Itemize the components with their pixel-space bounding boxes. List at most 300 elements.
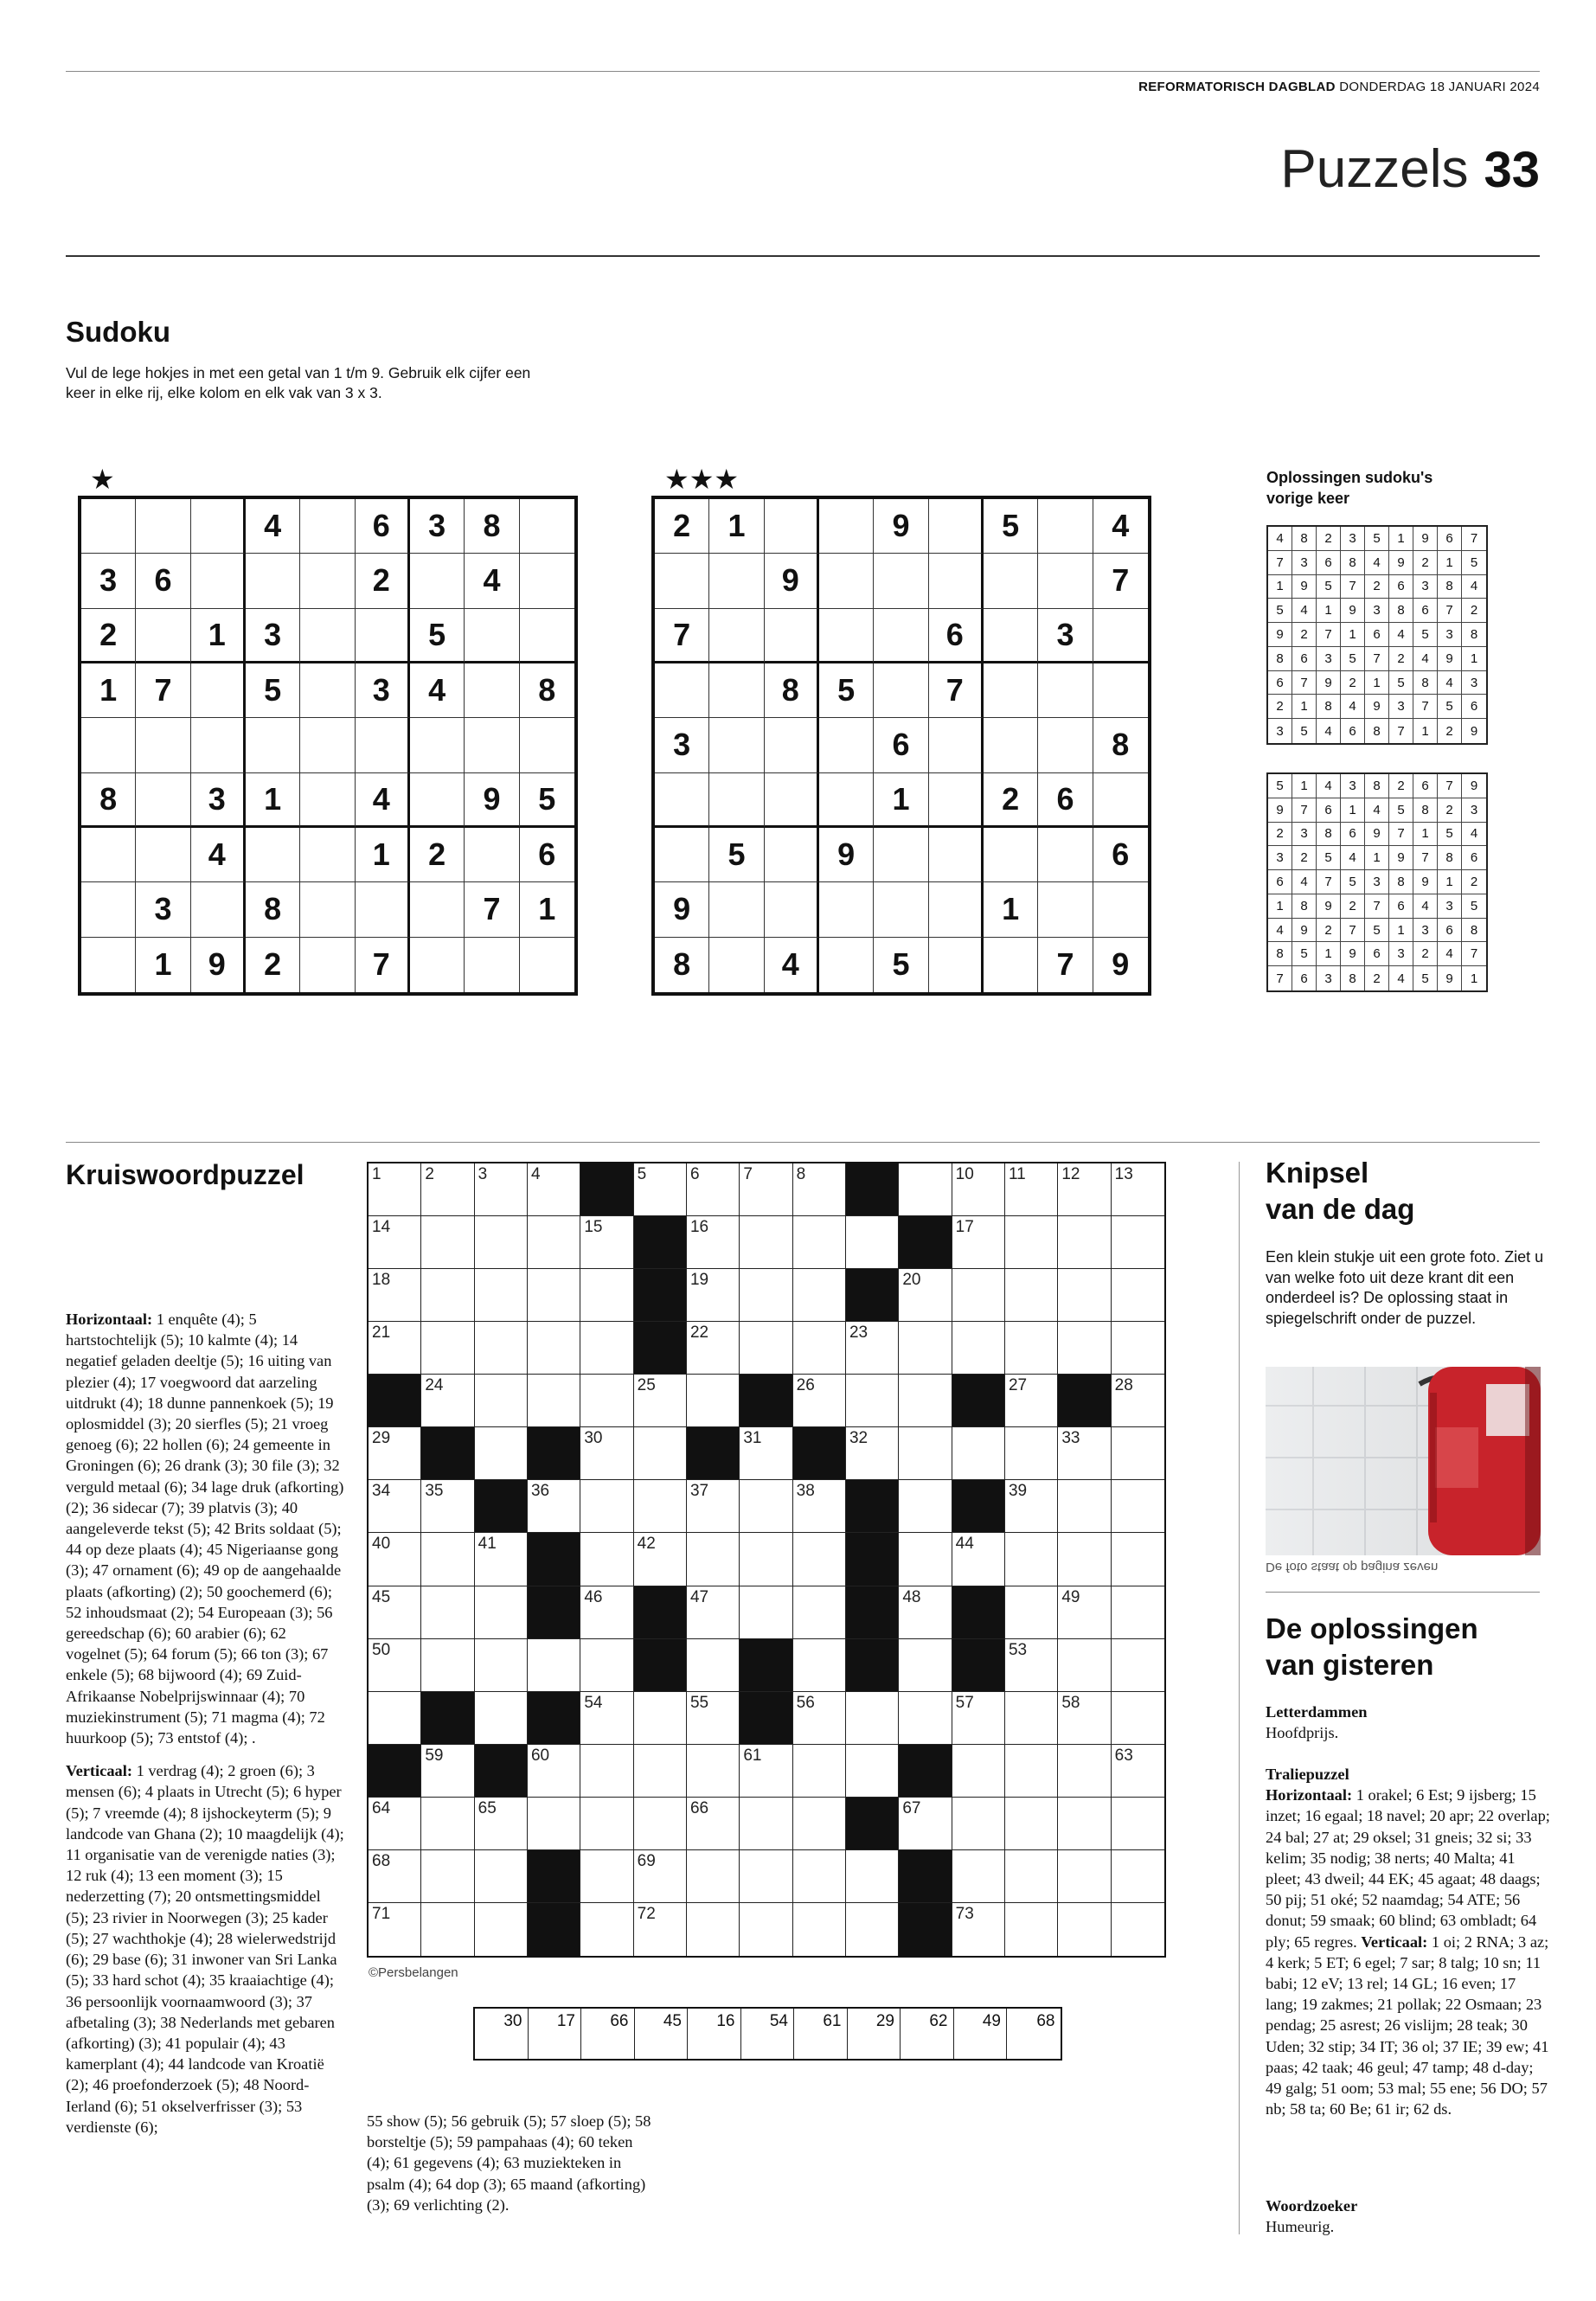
crossword-cell[interactable]	[634, 1375, 687, 1427]
sudoku-easy-cell[interactable]	[465, 938, 519, 992]
crossword-cell[interactable]	[475, 1216, 528, 1269]
crossword-cell[interactable]	[421, 1375, 474, 1427]
sudoku-hard-cell[interactable]	[984, 718, 1038, 772]
code-cell[interactable]	[901, 2009, 954, 2059]
crossword-cell[interactable]	[580, 1216, 633, 1269]
crossword-cell[interactable]	[1112, 1216, 1164, 1269]
crossword-cell[interactable]	[740, 1533, 792, 1586]
crossword-cell[interactable]	[1005, 1692, 1058, 1745]
crossword-cell[interactable]	[475, 1586, 528, 1639]
crossword-cell[interactable]	[899, 1533, 952, 1586]
crossword-cell[interactable]	[846, 1375, 899, 1427]
code-cell[interactable]	[581, 2009, 635, 2059]
crossword-cell[interactable]	[687, 1375, 740, 1427]
crossword-cell[interactable]	[634, 1745, 687, 1798]
crossword-cell[interactable]	[421, 1586, 474, 1639]
sudoku-hard-cell[interactable]	[819, 773, 874, 828]
crossword-cell[interactable]	[1058, 1480, 1111, 1533]
sudoku-easy-cell[interactable]	[465, 609, 519, 663]
sudoku-hard-cell[interactable]	[1038, 499, 1093, 554]
crossword-cell[interactable]	[580, 1269, 633, 1322]
sudoku-hard-cell[interactable]	[709, 609, 764, 663]
crossword-cell[interactable]	[846, 1903, 899, 1956]
crossword-cell[interactable]	[899, 1798, 952, 1850]
clue-number: 31	[743, 1429, 762, 1448]
sudoku-easy-cell[interactable]	[81, 718, 136, 772]
crossword-cell[interactable]	[952, 1850, 1005, 1903]
sudoku-easy-cell[interactable]	[410, 773, 465, 828]
crossword-cell[interactable]	[421, 1533, 474, 1586]
crossword-cell[interactable]	[1058, 1745, 1111, 1798]
crossword-cell[interactable]	[952, 1692, 1005, 1745]
crossword-cell[interactable]	[952, 1798, 1005, 1850]
sudoku-hard-cell[interactable]	[929, 554, 984, 608]
sudoku-easy-cell[interactable]	[191, 718, 246, 772]
crossword-cell[interactable]	[1005, 1745, 1058, 1798]
sudoku-easy-cell[interactable]	[520, 609, 574, 663]
sudoku-easy-cell[interactable]	[300, 773, 355, 828]
crossword-cell[interactable]	[369, 1586, 421, 1639]
crossword-grid[interactable]	[367, 1162, 1166, 1958]
crossword-cell[interactable]	[421, 1745, 474, 1798]
sudoku-easy-cell[interactable]	[246, 718, 300, 772]
crossword-cell[interactable]	[1112, 1480, 1164, 1533]
crossword-cell[interactable]	[580, 1692, 633, 1745]
sudoku-easy-cell[interactable]	[81, 499, 136, 554]
crossword-cell[interactable]	[421, 1639, 474, 1692]
sudoku-hard-cell[interactable]	[819, 938, 874, 992]
crossword-cell[interactable]	[740, 1427, 792, 1480]
sudoku-hard-cell[interactable]	[984, 609, 1038, 663]
sudoku-hard-cell[interactable]	[819, 718, 874, 772]
crossword-cell[interactable]	[1005, 1533, 1058, 1586]
sudoku-hard-cell[interactable]	[929, 938, 984, 992]
crossword-cell[interactable]	[528, 1269, 580, 1322]
sudoku-easy-cell[interactable]	[300, 554, 355, 608]
sudoku-easy-cell[interactable]	[136, 828, 190, 882]
sudoku-easy-cell[interactable]	[191, 663, 246, 718]
crossword-cell[interactable]	[899, 1427, 952, 1480]
sudoku-hard-cell[interactable]	[874, 554, 928, 608]
sudoku-hard-cell[interactable]	[929, 882, 984, 937]
crossword-cell[interactable]	[687, 1903, 740, 1956]
crossword-cell[interactable]	[846, 1850, 899, 1903]
crossword-cell[interactable]	[1005, 1798, 1058, 1850]
sudoku-hard-cell[interactable]	[765, 499, 819, 554]
crossword-cell[interactable]	[899, 1692, 952, 1745]
crossword-cell[interactable]	[1058, 1850, 1111, 1903]
sudoku-hard-cell[interactable]	[929, 773, 984, 828]
crossword-cell[interactable]	[475, 1269, 528, 1322]
crossword-cell[interactable]	[793, 1322, 846, 1375]
crossword-cell[interactable]	[793, 1163, 846, 1216]
sudoku-hard-cell[interactable]	[655, 554, 709, 608]
crossword-cell[interactable]	[846, 1427, 899, 1480]
sudoku-hard-cell[interactable]	[929, 499, 984, 554]
sudoku-easy-cell[interactable]	[246, 554, 300, 608]
sudoku-easy-cell[interactable]	[300, 499, 355, 554]
crossword-cell[interactable]	[580, 1586, 633, 1639]
sudoku-easy-cell[interactable]	[410, 718, 465, 772]
crossword-cell[interactable]	[475, 1163, 528, 1216]
crossword-cell[interactable]	[687, 1163, 740, 1216]
crossword-cell[interactable]	[952, 1163, 1005, 1216]
sudoku-hard-cell[interactable]	[874, 609, 928, 663]
crossword-cell[interactable]	[1112, 1427, 1164, 1480]
sudoku-hard-cell[interactable]	[709, 773, 764, 828]
crossword-cell[interactable]	[1005, 1639, 1058, 1692]
sudoku-easy-cell[interactable]	[136, 609, 190, 663]
crossword-cell[interactable]	[740, 1903, 792, 1956]
crossword-cell[interactable]	[740, 1798, 792, 1850]
crossword-cell[interactable]	[1058, 1163, 1111, 1216]
sudoku-hard-cell[interactable]	[984, 938, 1038, 992]
sudoku-hard-cell[interactable]	[1093, 609, 1148, 663]
crossword-cell[interactable]	[740, 1480, 792, 1533]
crossword-cell[interactable]	[421, 1216, 474, 1269]
crossword-cell[interactable]	[1005, 1903, 1058, 1956]
code-cell[interactable]	[1007, 2009, 1061, 2059]
code-cell[interactable]	[954, 2009, 1008, 2059]
sudoku-hard-cell[interactable]	[819, 882, 874, 937]
crossword-cell[interactable]	[421, 1903, 474, 1956]
crossword-cell[interactable]	[580, 1850, 633, 1903]
crossword-cell[interactable]	[369, 1269, 421, 1322]
sudoku-hard-cell[interactable]	[765, 773, 819, 828]
crossword-cell[interactable]	[580, 1903, 633, 1956]
crossword-cell[interactable]	[1112, 1375, 1164, 1427]
crossword-cell[interactable]	[580, 1798, 633, 1850]
crossword-cell[interactable]	[793, 1480, 846, 1533]
crossword-cell[interactable]	[1112, 1322, 1164, 1375]
crossword-cell[interactable]	[421, 1163, 474, 1216]
crossword-cell[interactable]	[846, 1745, 899, 1798]
crossword-cell[interactable]	[1005, 1480, 1058, 1533]
crossword-cell[interactable]	[952, 1903, 1005, 1956]
crossword-cell[interactable]	[634, 1798, 687, 1850]
sudoku-easy-cell[interactable]	[410, 554, 465, 608]
crossword-cell[interactable]	[793, 1692, 846, 1745]
sudoku-easy-cell[interactable]	[520, 499, 574, 554]
sudoku-easy-cell[interactable]	[300, 882, 355, 937]
crossword-cell[interactable]	[580, 1480, 633, 1533]
crossword-cell[interactable]	[580, 1427, 633, 1480]
sudoku-easy-cell[interactable]	[136, 773, 190, 828]
crossword-cell[interactable]	[793, 1216, 846, 1269]
sudoku-easy-cell[interactable]	[81, 828, 136, 882]
crossword-cell[interactable]	[528, 1322, 580, 1375]
crossword-cell[interactable]	[1112, 1850, 1164, 1903]
crossword-cell[interactable]	[899, 1269, 952, 1322]
sudoku-hard-cell[interactable]	[1038, 828, 1093, 882]
crossword-cell[interactable]	[740, 1322, 792, 1375]
crossword-cell[interactable]	[687, 1480, 740, 1533]
crossword-cell[interactable]	[899, 1163, 952, 1216]
sudoku-easy-cell[interactable]	[246, 828, 300, 882]
crossword-cell[interactable]	[421, 1480, 474, 1533]
sudoku-easy-cell[interactable]	[356, 609, 410, 663]
crossword-cell[interactable]	[1112, 1163, 1164, 1216]
crossword-cell[interactable]	[369, 1798, 421, 1850]
crossword-cell[interactable]	[687, 1745, 740, 1798]
sudoku-easy-cell[interactable]	[465, 663, 519, 718]
crossword-cell[interactable]	[687, 1639, 740, 1692]
crossword-cell[interactable]	[1112, 1533, 1164, 1586]
sudoku-hard-cell[interactable]	[1093, 773, 1148, 828]
crossword-cell[interactable]	[740, 1269, 792, 1322]
crossword-cell[interactable]	[1005, 1163, 1058, 1216]
crossword-cell[interactable]	[634, 1692, 687, 1745]
crossword-cell[interactable]	[1005, 1375, 1058, 1427]
sudoku-easy-cell[interactable]	[191, 554, 246, 608]
crossword-cell[interactable]	[475, 1427, 528, 1480]
sudoku-hard-cell[interactable]	[984, 828, 1038, 882]
crossword-cell[interactable]	[634, 1533, 687, 1586]
sudoku-easy-cell[interactable]	[300, 828, 355, 882]
sudoku-easy-cell[interactable]	[410, 882, 465, 937]
crossword-cell[interactable]	[899, 1375, 952, 1427]
crossword-cell[interactable]	[1005, 1216, 1058, 1269]
crossword-cell[interactable]	[528, 1216, 580, 1269]
sudoku-easy-cell: 6	[520, 828, 574, 882]
crossword-cell[interactable]	[1112, 1903, 1164, 1956]
sudoku-easy-cell[interactable]	[520, 554, 574, 608]
crossword-cell[interactable]	[634, 1427, 687, 1480]
crossword-cell[interactable]	[1005, 1269, 1058, 1322]
crossword-cell[interactable]	[369, 1163, 421, 1216]
code-cell[interactable]	[741, 2009, 795, 2059]
code-cell[interactable]	[635, 2009, 689, 2059]
crossword-cell[interactable]	[687, 1269, 740, 1322]
sudoku-hard-cell[interactable]	[655, 828, 709, 882]
crossword-cell[interactable]	[740, 1850, 792, 1903]
crossword-cell[interactable]	[475, 1322, 528, 1375]
crossword-cell[interactable]	[1058, 1269, 1111, 1322]
crossword-cell[interactable]	[528, 1798, 580, 1850]
sudoku-hard-cell[interactable]	[709, 663, 764, 718]
sudoku-easy-cell[interactable]	[356, 718, 410, 772]
sudoku-easy-cell[interactable]	[300, 938, 355, 992]
sudoku-hard-cell[interactable]	[984, 554, 1038, 608]
code-cell[interactable]	[794, 2009, 848, 2059]
crossword-cell[interactable]	[952, 1269, 1005, 1322]
crossword-cell[interactable]	[899, 1639, 952, 1692]
crossword-cell[interactable]	[421, 1322, 474, 1375]
crossword-cell[interactable]	[1005, 1850, 1058, 1903]
crossword-cell[interactable]	[634, 1850, 687, 1903]
crossword-cell[interactable]	[634, 1903, 687, 1956]
sudoku-hard-cell[interactable]	[1038, 882, 1093, 937]
crossword-cell[interactable]	[528, 1480, 580, 1533]
sudoku-hard-cell[interactable]	[765, 609, 819, 663]
crossword-cell[interactable]	[475, 1692, 528, 1745]
crossword-cell[interactable]	[528, 1745, 580, 1798]
crossword-cell[interactable]	[634, 1480, 687, 1533]
crossword-cell[interactable]	[421, 1798, 474, 1850]
crossword-cell[interactable]	[899, 1322, 952, 1375]
crossword-cell[interactable]	[1112, 1586, 1164, 1639]
crossword-cell[interactable]	[952, 1745, 1005, 1798]
crossword-cell[interactable]	[1058, 1322, 1111, 1375]
clue-number: 33	[1061, 1429, 1080, 1448]
sudoku-hard-cell[interactable]	[1093, 882, 1148, 937]
crossword-cell[interactable]	[740, 1586, 792, 1639]
crossword-cell[interactable]	[952, 1533, 1005, 1586]
crossword-cell[interactable]	[793, 1745, 846, 1798]
sudoku-hard-cell[interactable]	[1038, 663, 1093, 718]
sudoku-hard-cell[interactable]	[984, 663, 1038, 718]
sudoku-easy-cell[interactable]	[520, 938, 574, 992]
crossword-cell[interactable]	[369, 1692, 421, 1745]
sudoku-hard-cell[interactable]	[765, 718, 819, 772]
crossword-cell[interactable]	[421, 1850, 474, 1903]
crossword-cell[interactable]	[634, 1163, 687, 1216]
crossword-cell[interactable]	[580, 1375, 633, 1427]
crossword-cell[interactable]	[740, 1745, 792, 1798]
crossword-cell[interactable]	[475, 1375, 528, 1427]
sudoku-hard-cell[interactable]	[874, 663, 928, 718]
crossword-cell[interactable]	[369, 1427, 421, 1480]
crossword-cell[interactable]	[846, 1216, 899, 1269]
sudoku-easy-cell[interactable]	[300, 718, 355, 772]
crossword-cell[interactable]	[952, 1427, 1005, 1480]
sudoku-hard-cell[interactable]	[874, 882, 928, 937]
crossword-cell[interactable]	[1112, 1269, 1164, 1322]
crossword-cell[interactable]	[1112, 1692, 1164, 1745]
crossword-cell[interactable]	[528, 1639, 580, 1692]
solution-code-row[interactable]	[473, 2007, 1062, 2061]
crossword-cell[interactable]	[369, 1850, 421, 1903]
crossword-cell[interactable]	[793, 1269, 846, 1322]
code-cell[interactable]	[688, 2009, 741, 2059]
crossword-cell[interactable]	[687, 1850, 740, 1903]
crossword-cell[interactable]	[846, 1322, 899, 1375]
crossword-cell[interactable]	[899, 1480, 952, 1533]
crossword-cell[interactable]	[369, 1480, 421, 1533]
crossword-cell[interactable]	[899, 1586, 952, 1639]
sudoku-hard-cell[interactable]	[709, 882, 764, 937]
crossword-cell[interactable]	[1058, 1533, 1111, 1586]
crossword-cell[interactable]	[580, 1533, 633, 1586]
sudoku-easy-cell[interactable]	[465, 718, 519, 772]
crossword-cell[interactable]	[846, 1692, 899, 1745]
sudoku-hard-cell[interactable]	[819, 499, 874, 554]
code-cell[interactable]	[475, 2009, 529, 2059]
crossword-cell[interactable]	[1058, 1639, 1111, 1692]
sudoku-easy-cell[interactable]	[300, 663, 355, 718]
crossword-cell[interactable]	[475, 1903, 528, 1956]
crossword-cell[interactable]	[1112, 1745, 1164, 1798]
sudoku-hard-cell[interactable]	[709, 554, 764, 608]
sudoku-hard-cell[interactable]	[929, 828, 984, 882]
sudoku-hard-cell[interactable]	[765, 882, 819, 937]
sudoku-hard-cell[interactable]	[819, 554, 874, 608]
sudoku-easy-cell[interactable]	[81, 938, 136, 992]
sudoku-hard-cell[interactable]	[819, 609, 874, 663]
sudoku-easy-cell[interactable]	[300, 609, 355, 663]
crossword-cell[interactable]	[475, 1533, 528, 1586]
crossword-cell[interactable]	[793, 1798, 846, 1850]
sudoku-hard-cell[interactable]	[1093, 663, 1148, 718]
sudoku-easy-cell[interactable]	[191, 882, 246, 937]
crossword-cell[interactable]	[475, 1639, 528, 1692]
sudoku-hard-cell[interactable]	[655, 663, 709, 718]
crossword-cell[interactable]	[369, 1903, 421, 1956]
crossword-cell[interactable]	[1058, 1586, 1111, 1639]
crossword-cell[interactable]	[580, 1322, 633, 1375]
clue-number: 36	[530, 1482, 550, 1501]
crossword-cell[interactable]	[687, 1216, 740, 1269]
crossword-cell[interactable]	[687, 1533, 740, 1586]
crossword-cell[interactable]	[687, 1692, 740, 1745]
crossword-cell[interactable]	[421, 1269, 474, 1322]
sudoku-hard-cell[interactable]	[1038, 554, 1093, 608]
sudoku-easy-cell[interactable]	[136, 718, 190, 772]
sudoku-easy-cell[interactable]	[136, 499, 190, 554]
sudoku-hard-cell[interactable]	[874, 828, 928, 882]
crossword-cell[interactable]	[1005, 1427, 1058, 1480]
sudoku-easy-cell[interactable]	[410, 938, 465, 992]
crossword-cell[interactable]	[793, 1533, 846, 1586]
crossword-cell[interactable]	[1058, 1427, 1111, 1480]
crossword-cell[interactable]	[580, 1639, 633, 1692]
crossword-cell[interactable]	[475, 1850, 528, 1903]
crossword-cell[interactable]	[952, 1216, 1005, 1269]
crossword-cell[interactable]	[1058, 1903, 1111, 1956]
crossword-cell[interactable]	[1058, 1692, 1111, 1745]
code-cell[interactable]	[529, 2009, 582, 2059]
sudoku-easy-cell[interactable]	[356, 882, 410, 937]
code-cell[interactable]	[848, 2009, 901, 2059]
crossword-cell[interactable]	[369, 1533, 421, 1586]
crossword-cell[interactable]	[687, 1586, 740, 1639]
sudoku-hard-cell[interactable]	[1038, 718, 1093, 772]
sudoku-easy-cell[interactable]	[191, 499, 246, 554]
crossword-cell[interactable]	[740, 1216, 792, 1269]
crossword-cell[interactable]	[528, 1163, 580, 1216]
sudoku-hard-cell[interactable]	[929, 718, 984, 772]
crossword-cell[interactable]	[1005, 1586, 1058, 1639]
crossword-cell[interactable]	[1058, 1216, 1111, 1269]
crossword-cell[interactable]	[1005, 1322, 1058, 1375]
crossword-cell[interactable]	[1112, 1798, 1164, 1850]
crossword-cell[interactable]	[528, 1375, 580, 1427]
sudoku-hard-cell[interactable]	[709, 938, 764, 992]
crossword-cell[interactable]	[369, 1216, 421, 1269]
sudoku-easy-cell[interactable]	[520, 718, 574, 772]
sudoku-easy-cell[interactable]	[81, 882, 136, 937]
sudoku-hard-cell[interactable]	[709, 718, 764, 772]
crossword-cell[interactable]	[793, 1850, 846, 1903]
crossword-cell[interactable]	[793, 1375, 846, 1427]
crossword-cell[interactable]	[687, 1322, 740, 1375]
crossword-cell[interactable]	[1112, 1639, 1164, 1692]
crossword-cell[interactable]	[793, 1639, 846, 1692]
crossword-cell[interactable]	[369, 1322, 421, 1375]
crossword-cell[interactable]	[740, 1163, 792, 1216]
crossword-cell[interactable]	[580, 1745, 633, 1798]
crossword-cell[interactable]	[687, 1798, 740, 1850]
crossword-cell[interactable]	[1058, 1798, 1111, 1850]
crossword-cell[interactable]	[793, 1903, 846, 1956]
sudoku-hard-cell[interactable]	[765, 828, 819, 882]
crossword-cell[interactable]	[793, 1586, 846, 1639]
sudoku-easy-cell[interactable]	[465, 828, 519, 882]
crossword-cell[interactable]	[369, 1639, 421, 1692]
crossword-cell[interactable]	[475, 1798, 528, 1850]
sudoku-hard-cell[interactable]	[655, 773, 709, 828]
crossword-cell[interactable]	[952, 1322, 1005, 1375]
